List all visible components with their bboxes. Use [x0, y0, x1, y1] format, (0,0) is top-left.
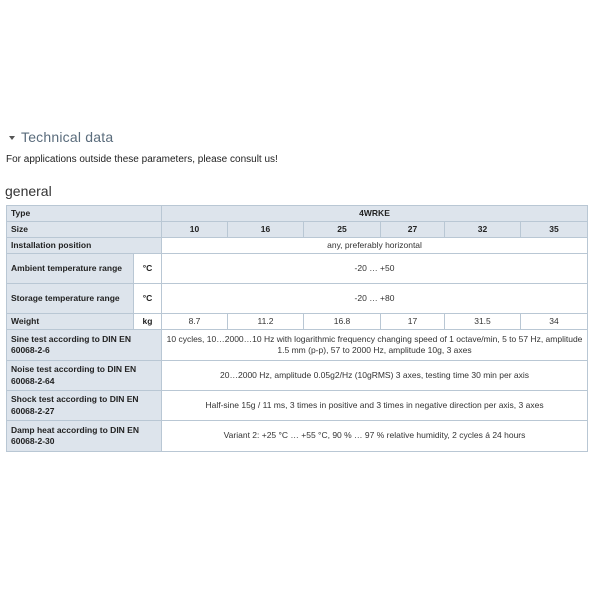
spec-table: [6, 205, 588, 452]
installation-value: any, preferably horizontal: [162, 238, 588, 254]
installation-label: Installation position: [7, 238, 162, 254]
table-row-sine-test: [7, 330, 588, 361]
ambient-unit: °C: [134, 254, 162, 284]
size-cell: 35: [521, 222, 588, 238]
size-cell: 25: [304, 222, 381, 238]
storage-unit: °C: [134, 284, 162, 314]
table-row-installation: [7, 238, 588, 254]
table-row-storage: [7, 284, 588, 314]
caret-down-icon: [9, 136, 15, 140]
table-row-weight: [7, 314, 588, 330]
noise-test-value: 20…2000 Hz, amplitude 0.05g2/Hz (10gRMS) 3 axes, testing time 30 min per axis: [162, 361, 588, 391]
sine-test-value: 10 cycles, 10…2000…10 Hz with logarithmic frequency changing speed of 1 octave/min, 5 to 57 Hz, amplitude 1.5 mm (p-p), 57 to 2000 Hz, amplitude 10g, 3 axes: [162, 330, 588, 361]
table-row-ambient: [7, 254, 588, 284]
type-label: Type: [7, 206, 162, 222]
table-row-type: [7, 206, 588, 222]
group-title: general: [5, 183, 52, 199]
damp-heat-value: Variant 2: +25 °C … +55 °C, 90 % … 97 % relative humidity, 2 cycles á 24 hours: [162, 421, 588, 452]
size-cell: 32: [445, 222, 521, 238]
weight-cell: 11.2: [228, 314, 304, 330]
weight-cell: 17: [381, 314, 445, 330]
shock-test-label: Shock test according to DIN EN 60068-2-27: [7, 391, 162, 421]
size-cell: 16: [228, 222, 304, 238]
weight-cell: 8.7: [162, 314, 228, 330]
weight-cell: 34: [521, 314, 588, 330]
type-value: 4WRKE: [162, 206, 588, 222]
shock-test-value: Half-sine 15g / 11 ms, 3 times in positive and 3 times in negative direction per axis, 3 axes: [162, 391, 588, 421]
table-row-damp-heat: [7, 421, 588, 452]
weight-cell: 31.5: [445, 314, 521, 330]
damp-heat-label: Damp heat according to DIN EN 60068-2-30: [7, 421, 162, 452]
size-cell: 10: [162, 222, 228, 238]
intro-text: For applications outside these parameters, please consult us!: [6, 154, 278, 165]
storage-value: -20 … +80: [162, 284, 588, 314]
table-row-shock-test: [7, 391, 588, 421]
ambient-value: -20 … +50: [162, 254, 588, 284]
size-label: Size: [7, 222, 162, 238]
ambient-label: Ambient temperature range: [7, 254, 134, 284]
table-row-noise-test: [7, 361, 588, 391]
storage-label: Storage temperature range: [7, 284, 134, 314]
weight-cell: 16.8: [304, 314, 381, 330]
table-row-size: [7, 222, 588, 238]
noise-test-label: Noise test according to DIN EN 60068-2-64: [7, 361, 162, 391]
weight-unit: kg: [134, 314, 162, 330]
size-cell: 27: [381, 222, 445, 238]
technical-data-toggle[interactable]: [9, 129, 113, 145]
section-title: Technical data: [21, 129, 114, 145]
sine-test-label: Sine test according to DIN EN 60068-2-6: [7, 330, 162, 361]
weight-label: Weight: [7, 314, 134, 330]
